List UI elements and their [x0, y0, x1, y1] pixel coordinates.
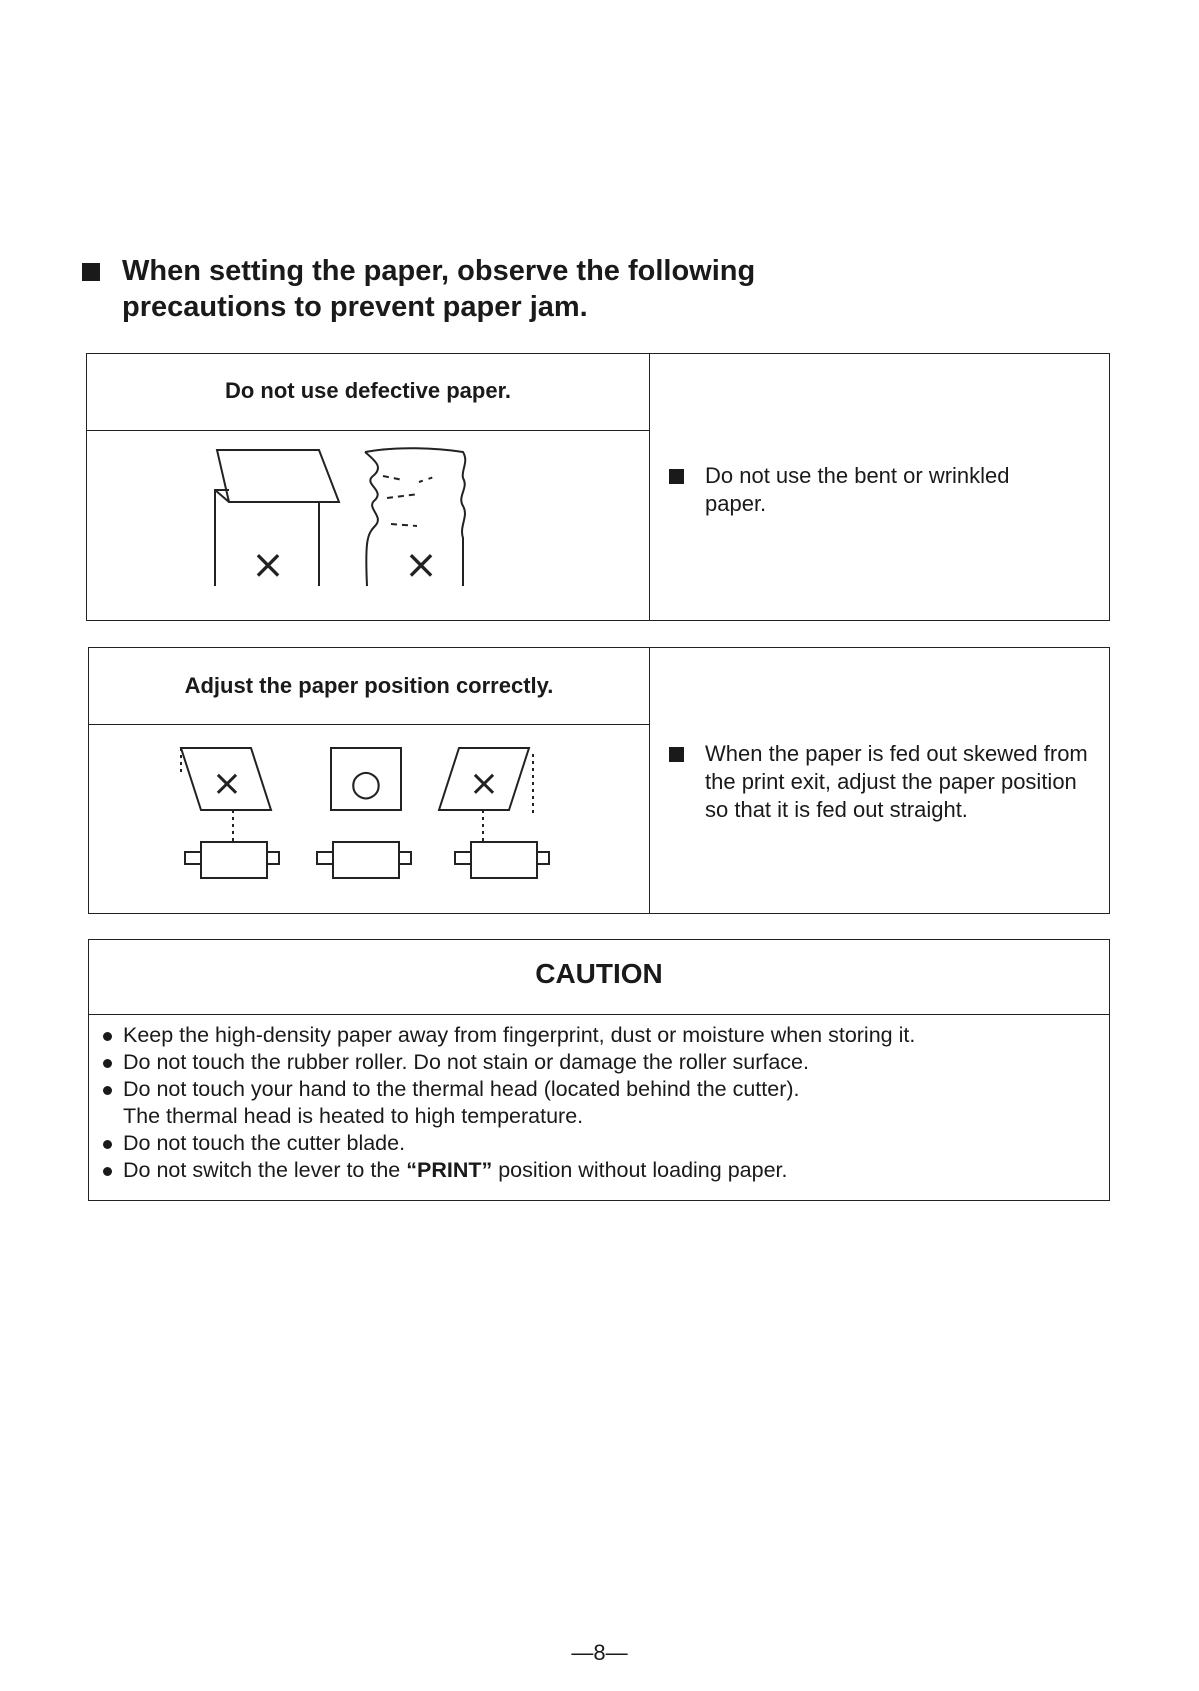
caution-item-text: Do not switch the lever to the: [123, 1158, 407, 1182]
ng-mark-2: ×: [404, 542, 438, 588]
paper-position-panel: [88, 647, 1110, 914]
paper-position-caption: Adjust the paper position correctly.: [184, 673, 554, 698]
caution-item-text: Do not touch the rubber roller. Do not stain or damage the roller surface.: [123, 1050, 809, 1074]
caption-divider: [87, 430, 649, 431]
caption-divider: [89, 724, 649, 725]
caution-item-subtext: The thermal head is heated to high temperature.: [123, 1104, 584, 1128]
caution-list: [101, 1022, 1099, 1184]
bullet-dot-icon: [103, 1059, 112, 1068]
print-position-label: “PRINT”: [406, 1158, 493, 1182]
caution-item: [101, 1157, 1099, 1184]
square-bullet-icon: [82, 263, 100, 281]
section-heading-text: When setting the paper, observe the following precautions to prevent paper jam.: [122, 255, 756, 323]
caution-divider: [89, 1014, 1109, 1015]
caution-item-text: Keep the high-density paper away from fingerprint, dust or moisture when storing it.: [123, 1023, 916, 1047]
bullet-dot-icon: [103, 1086, 112, 1095]
section-heading: [82, 253, 842, 325]
panel-divider: [649, 648, 650, 913]
defective-paper-panel: [86, 353, 1110, 621]
paper-position-note-text: When the paper is fed out skewed from the print exit, adjust the paper position so that it is fed out straight.: [705, 741, 1088, 822]
panel-divider: [649, 354, 650, 620]
bullet-dot-icon: [103, 1140, 112, 1149]
caution-item-text: Do not touch your hand to the thermal head (located behind the cutter).: [123, 1077, 800, 1101]
caution-item-text: position without loading paper.: [492, 1158, 788, 1182]
caution-item: [101, 1076, 1099, 1130]
caution-item-text: Do not touch the cutter blade.: [123, 1131, 406, 1155]
caution-title: CAUTION: [535, 958, 663, 989]
paper-position-illustration: [173, 744, 553, 894]
defective-paper-illustration: [207, 446, 507, 606]
caution-item: [101, 1049, 1099, 1076]
ng-mark-2: ×: [468, 763, 500, 804]
ok-mark: ○: [350, 763, 382, 804]
bullet-dot-icon: [103, 1167, 112, 1176]
square-bullet-icon: [669, 469, 684, 484]
caution-item: [101, 1022, 1099, 1049]
square-bullet-icon: [669, 747, 684, 762]
caution-box: [88, 939, 1110, 1201]
defective-paper-note: [669, 462, 1069, 518]
defective-paper-caption: Do not use defective paper.: [224, 378, 512, 403]
paper-position-note: [669, 740, 1099, 824]
ng-mark-1: ×: [251, 542, 285, 588]
caution-item: [101, 1130, 1099, 1157]
ng-mark-1: ×: [211, 763, 243, 804]
bullet-dot-icon: [103, 1032, 112, 1041]
defective-paper-note-text: Do not use the bent or wrinkled paper.: [705, 463, 1010, 516]
page-number: —8—: [571, 1640, 628, 1665]
